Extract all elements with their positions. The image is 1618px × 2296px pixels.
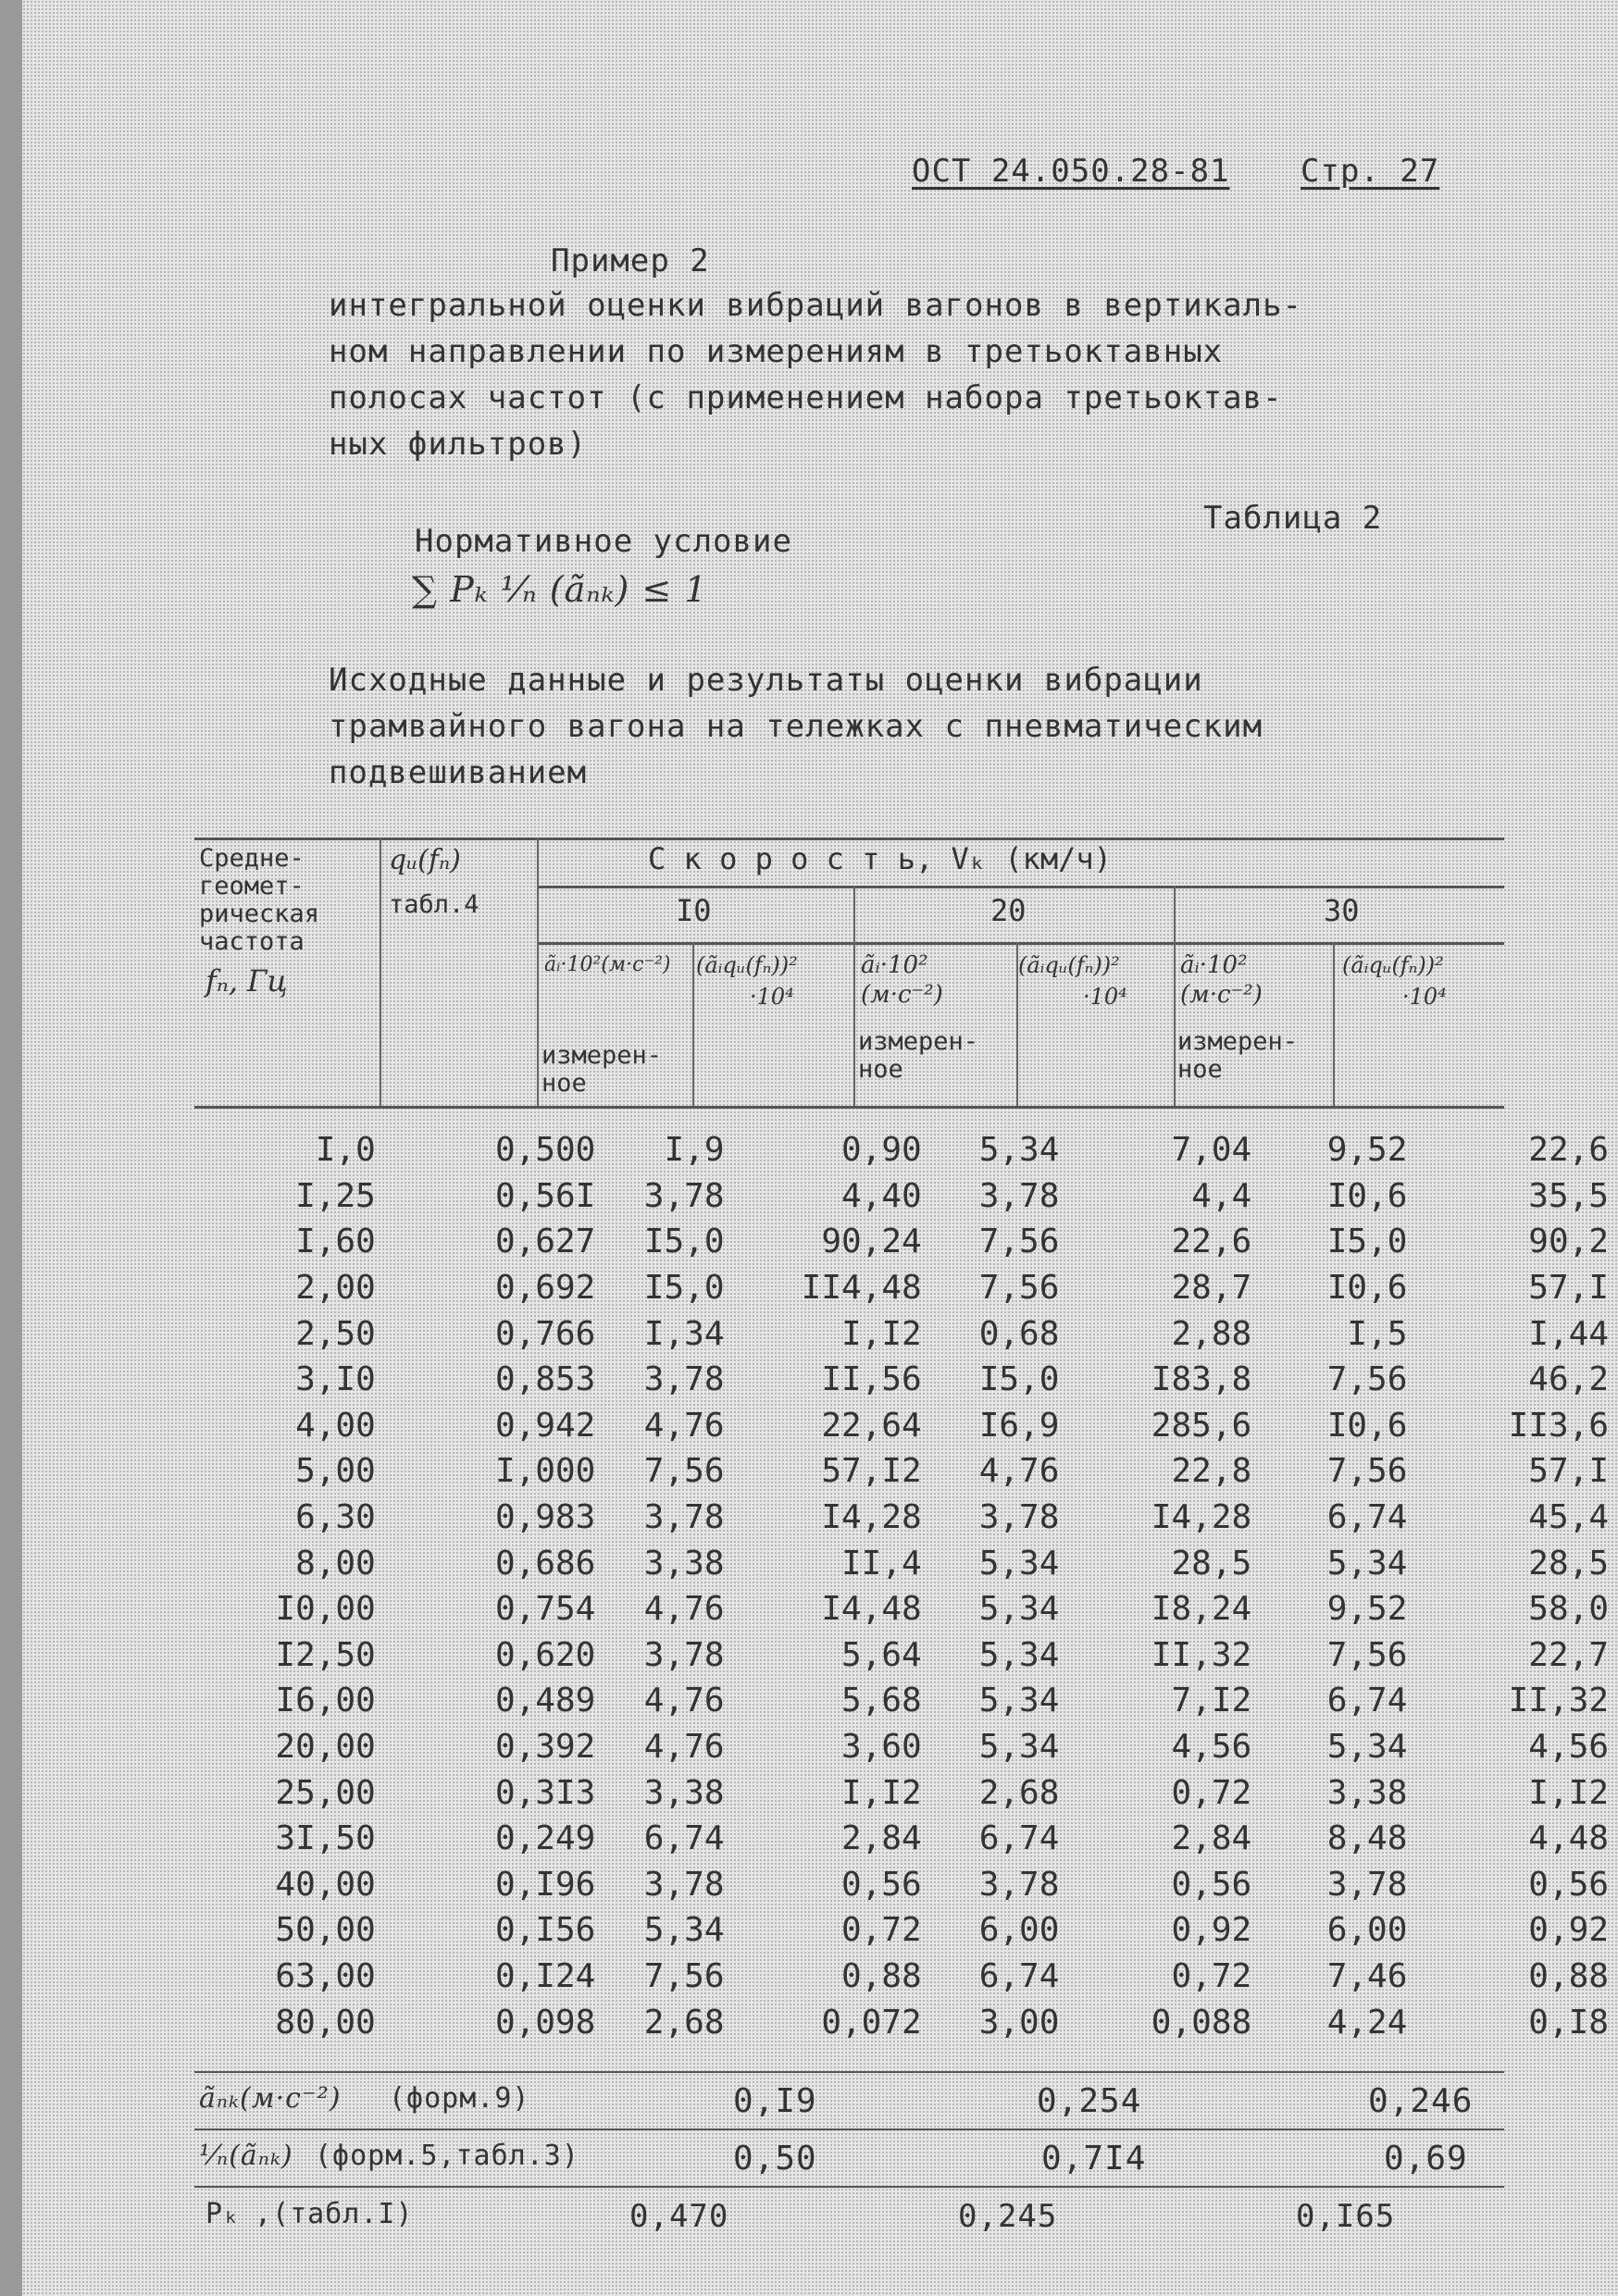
cell-a20: 5,34 <box>978 1682 1060 1720</box>
hdr-a-10: ãᵢ·10²(м·с⁻²) <box>544 953 671 976</box>
cell-freq: 80,00 <box>275 2003 376 2042</box>
cell-a10: 6,74 <box>643 1819 725 1858</box>
hdr-measured-10-l1: измерен- <box>541 1041 663 1070</box>
hdr-b-30-mult: ·10⁴ <box>1402 984 1447 1010</box>
normative-formula: ∑ Pₖ ¹⁄ₙ (ãₙₖ) ≤ 1 <box>412 569 708 610</box>
cell-a10: 4,76 <box>643 1406 725 1445</box>
summary-f-v20: 0,7I4 <box>1041 2140 1147 2178</box>
caption-line-2: трамвайного вагона на тележках с пневматическим <box>329 708 1263 745</box>
table-row <box>193 1540 1618 1586</box>
cell-a20: I5,0 <box>978 1360 1060 1399</box>
cell-a10: 3,78 <box>643 1865 725 1904</box>
intro-line-2: ном направлении по измерениям в третьоктавных <box>329 333 1224 370</box>
data-rows <box>193 1127 1618 2045</box>
cell-a30: 6,00 <box>1326 1911 1408 1950</box>
table-row <box>193 1310 1618 1357</box>
summary-f-v30: 0,69 <box>1384 2140 1468 2178</box>
cell-a30: I0,6 <box>1326 1176 1408 1215</box>
table-row <box>193 1816 1618 1862</box>
page-number: Стр. 27 <box>1301 153 1440 190</box>
cell-a30: 3,78 <box>1326 1865 1408 1904</box>
table-row <box>193 1173 1618 1220</box>
intro-line-4: ных фильтров) <box>329 426 588 463</box>
cell-b10: I4,28 <box>821 1498 922 1537</box>
cell-a10: I,9 <box>664 1131 725 1170</box>
cell-b30: II3,6 <box>1508 1406 1609 1445</box>
hdr-a-30: ãᵢ·10² <box>1180 951 1248 979</box>
cell-qu: 0,620 <box>494 1635 596 1674</box>
cell-qu: 0,249 <box>494 1819 596 1858</box>
cell-qu: 0,942 <box>494 1406 596 1445</box>
cell-a10: I5,0 <box>643 1269 725 1308</box>
cell-freq: 20,00 <box>275 1728 376 1767</box>
cell-a30: 9,52 <box>1326 1590 1408 1629</box>
table-row <box>193 1495 1618 1541</box>
header-bottom-rule <box>194 1106 1504 1109</box>
cell-freq: 63,00 <box>275 1956 376 1995</box>
cell-qu: 0,983 <box>494 1498 596 1537</box>
cell-b10: 57,I2 <box>821 1452 922 1491</box>
summary-a-note: (форм.9) <box>389 2082 530 2115</box>
cell-a30: 7,56 <box>1326 1452 1408 1491</box>
cell-qu: 0,098 <box>494 2003 596 2042</box>
cell-a10: 3,78 <box>643 1635 725 1674</box>
cell-a20: 3,00 <box>978 2003 1060 2042</box>
table-row <box>193 1586 1618 1632</box>
table-row <box>193 1678 1618 1724</box>
cell-freq: 6,30 <box>295 1498 376 1537</box>
cell-b10: 4,40 <box>840 1176 922 1215</box>
cell-b20: I4,28 <box>1151 1498 1252 1537</box>
cell-b10: I,I2 <box>840 1314 922 1353</box>
hdr-measured-20-l1: измерен- <box>858 1027 979 1056</box>
table-row <box>193 1769 1618 1816</box>
cell-b30: II,32 <box>1508 1682 1609 1720</box>
table-label: Таблица 2 <box>1203 500 1383 537</box>
cell-a20: 5,34 <box>978 1131 1060 1170</box>
cell-a10: 7,56 <box>643 1452 725 1491</box>
divider-col1 <box>380 838 381 1106</box>
cell-b10: 0,88 <box>840 1956 922 1995</box>
cell-qu: 0,686 <box>494 1544 596 1582</box>
cell-b20: II,32 <box>1151 1635 1252 1674</box>
summary-p-v20: 0,245 <box>958 2198 1058 2235</box>
summary-rule-2 <box>194 2128 1504 2130</box>
cell-a30: 6,74 <box>1326 1682 1408 1720</box>
cell-a10: 3,38 <box>643 1773 725 1812</box>
hdr-col0-symbol: fₙ, Гц <box>205 963 288 999</box>
hdr-measured-30-l1: измерен- <box>1177 1027 1299 1056</box>
cell-a10: 3,78 <box>643 1176 725 1215</box>
cell-a10: 3,38 <box>643 1544 725 1582</box>
cell-b30: 57,I <box>1528 1269 1609 1308</box>
cell-b30: 90,2 <box>1528 1222 1609 1261</box>
cell-b10: 22,64 <box>821 1406 922 1445</box>
cell-b20: 2,88 <box>1171 1314 1252 1353</box>
cell-a20: 5,34 <box>978 1544 1060 1582</box>
cell-freq: 40,00 <box>275 1865 376 1904</box>
cell-b10: 90,24 <box>821 1222 922 1261</box>
cell-a30: 7,56 <box>1326 1635 1408 1674</box>
hdr-b-30: (ãᵢqᵤ(fₙ))² <box>1342 952 1444 978</box>
cell-b10: I4,48 <box>821 1590 922 1629</box>
summary-p-v10: 0,470 <box>629 2198 729 2235</box>
cell-b30: 4,56 <box>1528 1728 1609 1767</box>
hdr-col1-symbol: qᵤ(fₙ) <box>389 844 461 876</box>
speed-rule <box>537 886 1504 888</box>
table-row <box>193 1448 1618 1495</box>
cell-b20: 7,I2 <box>1171 1682 1252 1720</box>
cell-a10: 5,34 <box>643 1911 725 1950</box>
hdr-measured-20-l2: ное <box>858 1055 903 1084</box>
cell-b10: 0,56 <box>840 1865 922 1904</box>
hdr-b-10-mult: ·10⁴ <box>750 984 794 1010</box>
cell-freq: 5,00 <box>295 1452 376 1491</box>
cell-qu: 0,627 <box>494 1222 596 1261</box>
summary-rule-3 <box>194 2186 1504 2188</box>
cell-a20: 0,68 <box>978 1314 1060 1353</box>
summary-p-label: Pₖ <box>205 2198 242 2230</box>
cell-b10: I,I2 <box>840 1773 922 1812</box>
cell-b20: 0,72 <box>1171 1773 1252 1812</box>
cell-b30: 35,5 <box>1528 1176 1609 1215</box>
hdr-measured-10-l2: ное <box>541 1069 587 1098</box>
cell-qu: 0,500 <box>494 1131 596 1170</box>
cell-a10: 3,78 <box>643 1360 725 1399</box>
hdr-col0-line4: частота <box>199 927 305 956</box>
page-edge-shadow <box>0 0 22 2296</box>
cell-b20: 2,84 <box>1171 1819 1252 1858</box>
summary-p-v30: 0,I65 <box>1296 2198 1396 2235</box>
hdr-measured-30-l2: ное <box>1177 1055 1223 1084</box>
cell-b30: I,I2 <box>1528 1773 1609 1812</box>
cell-qu: 0,489 <box>494 1682 596 1720</box>
divider-v10 <box>853 886 855 1106</box>
cell-b30: 0,92 <box>1528 1911 1609 1950</box>
hdr-speed: С к о р о с т ь, Vₖ (км/ч) <box>648 841 1112 876</box>
cell-b10: 0,72 <box>840 1911 922 1950</box>
cell-b20: I83,8 <box>1151 1360 1252 1399</box>
table-row <box>193 1632 1618 1679</box>
table-row <box>193 1862 1618 1908</box>
summary-f-note: (форм.5,табл.3) <box>315 2140 579 2172</box>
cell-a30: I5,0 <box>1326 1222 1408 1261</box>
cell-a20: 3,78 <box>978 1176 1060 1215</box>
cell-b30: 0,88 <box>1528 1956 1609 1995</box>
cell-a30: 9,52 <box>1326 1131 1408 1170</box>
cell-a20: 7,56 <box>978 1269 1060 1308</box>
cell-a30: 7,56 <box>1326 1360 1408 1399</box>
cell-qu: 0,56I <box>494 1176 596 1215</box>
hdr-b-20: (ãᵢqᵤ(fₙ))² <box>1018 952 1120 978</box>
cell-a20: 3,78 <box>978 1498 1060 1537</box>
cell-b30: 58,0 <box>1528 1590 1609 1629</box>
cell-qu: 0,766 <box>494 1314 596 1353</box>
table-row <box>193 1127 1618 1173</box>
table-row <box>193 1999 1618 2045</box>
summary-p-note: ,(табл.I) <box>255 2198 414 2230</box>
divider-sub-1 <box>692 942 694 1106</box>
cell-freq: I,0 <box>315 1131 376 1170</box>
cell-b30: 57,I <box>1528 1452 1609 1491</box>
hdr-b-20-mult: ·10⁴ <box>1083 984 1127 1010</box>
cell-b30: 22,6 <box>1528 1131 1609 1170</box>
table-row <box>193 1265 1618 1311</box>
cell-qu: 0,3I3 <box>494 1773 596 1812</box>
cell-freq: 3I,50 <box>275 1819 376 1858</box>
cell-qu: 0,692 <box>494 1269 596 1308</box>
table-row <box>193 1219 1618 1265</box>
cell-a20: 5,34 <box>978 1635 1060 1674</box>
table-row <box>193 1907 1618 1954</box>
cell-freq: 2,50 <box>295 1314 376 1353</box>
cell-b30: 45,4 <box>1528 1498 1609 1537</box>
hdr-col0-line3: рическая <box>199 900 320 928</box>
cell-freq: 4,00 <box>295 1406 376 1445</box>
summary-f-label: ¹⁄ₙ(ãₙₖ) <box>199 2140 293 2172</box>
hdr-b-10: (ãᵢqᵤ(fₙ))² <box>696 952 798 978</box>
table-top-rule <box>194 838 1504 840</box>
cell-a20: 5,34 <box>978 1728 1060 1767</box>
cell-freq: 3,I0 <box>295 1360 376 1399</box>
cell-freq: I0,00 <box>275 1590 376 1629</box>
hdr-a-20: ãᵢ·10² <box>861 951 928 979</box>
cell-b20: 22,6 <box>1171 1222 1252 1261</box>
hdr-a-20-unit: (м·с⁻²) <box>861 981 943 1009</box>
summary-a-v20: 0,254 <box>1037 2082 1142 2120</box>
table-row <box>193 1403 1618 1449</box>
normative-condition: Нормативное условие <box>415 523 792 560</box>
cell-b10: II,4 <box>840 1544 922 1582</box>
cell-a20: 6,74 <box>978 1819 1060 1858</box>
cell-freq: 50,00 <box>275 1911 376 1950</box>
cell-b30: 46,2 <box>1528 1360 1609 1399</box>
cell-a10: 7,56 <box>643 1956 725 1995</box>
cell-b10: 3,60 <box>840 1728 922 1767</box>
cell-b10: 0,90 <box>840 1131 922 1170</box>
cell-b30: 22,7 <box>1528 1635 1609 1674</box>
cell-b20: I8,24 <box>1151 1590 1252 1629</box>
cell-qu: 0,853 <box>494 1360 596 1399</box>
cell-b20: 0,088 <box>1151 2003 1252 2042</box>
cell-b30: 0,I8 <box>1528 2003 1609 2042</box>
cell-a20: 6,74 <box>978 1956 1060 1995</box>
cell-qu: 0,I24 <box>494 1956 596 1995</box>
cell-b20: 22,8 <box>1171 1452 1252 1491</box>
cell-b20: 0,72 <box>1171 1956 1252 1995</box>
hdr-speed-20: 20 <box>990 893 1027 928</box>
cell-freq: 2,00 <box>295 1269 376 1308</box>
cell-a30: 6,74 <box>1326 1498 1408 1537</box>
cell-b10: II4,48 <box>801 1269 922 1308</box>
intro-line-3: полосах частот (с применением набора третьоктав- <box>329 379 1283 416</box>
cell-qu: 0,I56 <box>494 1911 596 1950</box>
example-title: Пример 2 <box>551 242 710 279</box>
cell-b30: 0,56 <box>1528 1865 1609 1904</box>
cell-b20: 285,6 <box>1151 1406 1252 1445</box>
cell-qu: 0,I96 <box>494 1865 596 1904</box>
cell-qu: 0,392 <box>494 1728 596 1767</box>
table-row <box>193 1357 1618 1403</box>
cell-b30: 28,5 <box>1528 1544 1609 1582</box>
cell-freq: I2,50 <box>275 1635 376 1674</box>
table-row <box>193 1724 1618 1770</box>
cell-b10: II,56 <box>821 1360 922 1399</box>
cell-b10: 2,84 <box>840 1819 922 1858</box>
divider-v20 <box>1174 886 1176 1106</box>
cell-a20: 4,76 <box>978 1452 1060 1491</box>
cell-a30: 7,46 <box>1326 1956 1408 1995</box>
caption-line-3: подвешиванием <box>329 754 588 791</box>
cell-b20: 4,56 <box>1171 1728 1252 1767</box>
caption-line-1: Исходные данные и результаты оценки вибрации <box>329 662 1203 699</box>
summary-f-v10: 0,50 <box>733 2140 817 2178</box>
cell-b20: 7,04 <box>1171 1131 1252 1170</box>
cell-a20: 2,68 <box>978 1773 1060 1812</box>
intro-line-1: интегральной оценки вибраций вагонов в вертикаль- <box>329 287 1303 324</box>
cell-freq: 25,00 <box>275 1773 376 1812</box>
cell-freq: I,60 <box>295 1222 376 1261</box>
cell-freq: 8,00 <box>295 1544 376 1582</box>
cell-a30: 4,24 <box>1326 2003 1408 2042</box>
cell-a30: 8,48 <box>1326 1819 1408 1858</box>
hdr-col0-line1: Средне- <box>199 844 305 873</box>
cell-b30: 4,48 <box>1528 1819 1609 1858</box>
cell-a20: 6,00 <box>978 1911 1060 1950</box>
cell-a30: 5,34 <box>1326 1544 1408 1582</box>
summary-a-v10: 0,I9 <box>733 2082 817 2120</box>
cell-b20: 0,56 <box>1171 1865 1252 1904</box>
doc-code: ОСТ 24.050.28-81 <box>912 153 1230 190</box>
table-row <box>193 1954 1618 2000</box>
summary-a-label: ãₙₖ(м·с⁻²) <box>199 2082 342 2115</box>
cell-a30: I0,6 <box>1326 1406 1408 1445</box>
subspeed-rule <box>537 942 1504 945</box>
cell-a20: 3,78 <box>978 1865 1060 1904</box>
summary-rule-1 <box>194 2071 1504 2073</box>
cell-a10: 2,68 <box>643 2003 725 2042</box>
cell-b10: 0,072 <box>821 2003 922 2042</box>
cell-a30: 5,34 <box>1326 1728 1408 1767</box>
cell-a10: 4,76 <box>643 1682 725 1720</box>
cell-a30: I0,6 <box>1326 1269 1408 1308</box>
cell-a20: 5,34 <box>978 1590 1060 1629</box>
cell-freq: I,25 <box>295 1176 376 1215</box>
cell-a20: I6,9 <box>978 1406 1060 1445</box>
divider-sub-3 <box>1333 942 1335 1106</box>
divider-col2 <box>537 838 539 1106</box>
cell-a10: I,34 <box>643 1314 725 1353</box>
cell-freq: I6,00 <box>275 1682 376 1720</box>
cell-a10: 3,78 <box>643 1498 725 1537</box>
cell-a10: 4,76 <box>643 1728 725 1767</box>
cell-b20: 0,92 <box>1171 1911 1252 1950</box>
cell-b20: 28,7 <box>1171 1269 1252 1308</box>
cell-a10: I5,0 <box>643 1222 725 1261</box>
cell-b20: 28,5 <box>1171 1544 1252 1582</box>
summary-a-v30: 0,246 <box>1368 2082 1474 2120</box>
cell-a10: 4,76 <box>643 1590 725 1629</box>
hdr-speed-30: 30 <box>1324 893 1360 928</box>
hdr-col1-ref: табл.4 <box>389 890 479 919</box>
cell-b10: 5,64 <box>840 1635 922 1674</box>
cell-b30: I,44 <box>1528 1314 1609 1353</box>
cell-b20: 4,4 <box>1191 1176 1252 1215</box>
hdr-col0-line2: геомет- <box>199 872 305 900</box>
cell-a30: 3,38 <box>1326 1773 1408 1812</box>
cell-b10: 5,68 <box>840 1682 922 1720</box>
cell-qu: I,000 <box>494 1452 596 1491</box>
cell-a20: 7,56 <box>978 1222 1060 1261</box>
vibration-data-table <box>193 1127 1618 2045</box>
cell-qu: 0,754 <box>494 1590 596 1629</box>
hdr-speed-10: I0 <box>676 893 712 928</box>
hdr-a-30-unit: (м·с⁻²) <box>1180 981 1263 1009</box>
cell-a30: I,5 <box>1347 1314 1408 1353</box>
